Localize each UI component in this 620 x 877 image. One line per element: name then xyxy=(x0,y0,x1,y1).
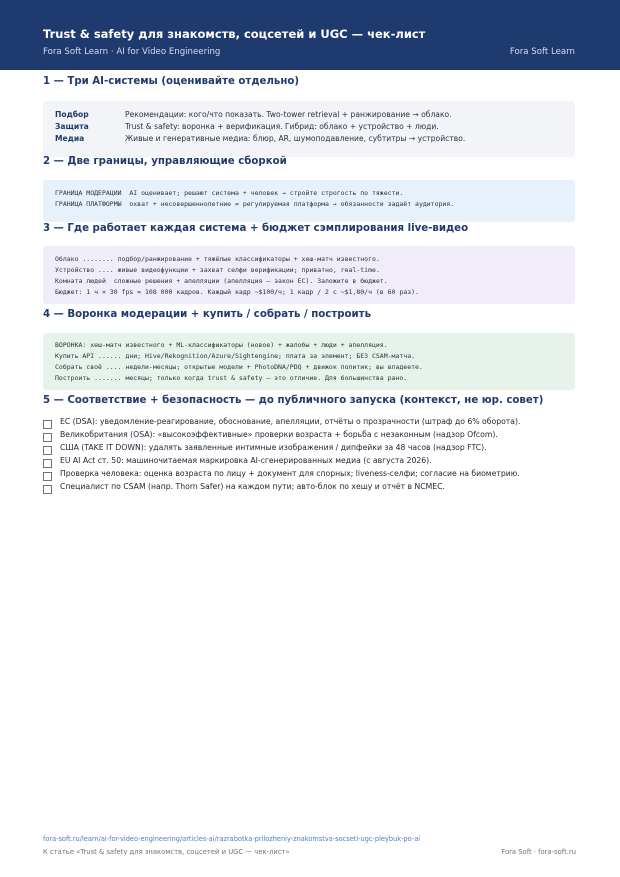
checklist-item[interactable] xyxy=(43,482,583,494)
budget-line: Бюджет: 1 ч × 30 fps = 108 000 кадров. Каждый кадр ~$100/ч; 1 кадр / 2 с ~$1,80/ч (в 60 раз). xyxy=(55,288,419,296)
checkbox[interactable] xyxy=(43,446,52,455)
page-title: Trust & safety для знакомств, соцсетей и UGC — чек-лист xyxy=(43,27,426,41)
placement-box xyxy=(43,246,575,304)
checklist-item[interactable] xyxy=(43,469,583,481)
checklist-item[interactable] xyxy=(43,417,583,429)
system-key: Защита xyxy=(55,122,89,131)
funnel-box xyxy=(43,333,575,390)
system-value: Живые и генеративные медиа: блюр, AR, шумоподавление, субтитры → устройство. xyxy=(125,134,466,143)
systems-box xyxy=(43,101,575,157)
checklist-item[interactable] xyxy=(43,443,583,455)
checkbox[interactable] xyxy=(43,433,52,442)
section-3-heading: 3 — Где работает каждая система + бюджет сэмплирования live-видео xyxy=(43,223,469,234)
placement-line: Облако ........ подбор/ранжирование + тяжёлые классификаторы + хеш-матч известного. xyxy=(55,255,380,263)
boundary-line: ГРАНИЦА ПЛАТФОРМЫ охват + несовершеннолетние = регулируемая платформа → обязанности задаёт аудитория. xyxy=(55,200,455,208)
system-value: Рекомендации: кого/что показать. Two-tower retrieval + ранжирование → облако. xyxy=(125,110,452,119)
boundary-line: ГРАНИЦА МОДЕРАЦИИ AI оценивает; решают система + человек → стройте строгость по тяжести. xyxy=(55,189,404,197)
section-2-heading: 2 — Две границы, управляющие сборкой xyxy=(43,156,287,167)
section-4-heading: 4 — Воронка модерации + купить / собрать / построить xyxy=(43,309,372,320)
checkbox[interactable] xyxy=(43,472,52,481)
page-header xyxy=(0,0,620,70)
placement-line: Комната людей сложные решения + апелляции (апелляция — закон ЕС). Заложите в бюджет. xyxy=(55,277,388,285)
section-1-heading: 1 — Три AI-системы (оценивайте отдельно) xyxy=(43,76,300,87)
section-5-heading: 5 — Соответствие + безопасность — до публичного запуска (контекст, не юр. совет) xyxy=(43,395,544,406)
checkbox[interactable] xyxy=(43,485,52,494)
placement-line: Устройство .... живые видеофункции + захват селфи верификации; приватно, real-time. xyxy=(55,266,380,274)
checklist-text: США (TAKE IT DOWN): удалять заявленные интимные изображения / дипфейки за 48 часов (надзор FTC). xyxy=(60,443,487,452)
checklist-text: Великобритания (OSA): «высокоэффективные» проверки возраста + борьба с незаконным (надзор Ofcom). xyxy=(60,430,498,439)
build-line: Построить ....... месяцы; только когда trust & safety — это отличие. Для большинства рано. xyxy=(55,374,408,382)
checklist-text: ЕС (DSA): уведомление-реагирование, обоснование, апелляции, отчёты о прозрачности (штраф до 6% оборота). xyxy=(60,417,521,426)
checklist-item[interactable] xyxy=(43,430,583,442)
boundaries-box xyxy=(43,180,575,222)
checklist-text: EU AI Act ст. 50: машиночитаемая маркировка AI-сгенерированных медиа (с августа 2026). xyxy=(60,456,432,465)
page-subtitle: Fora Soft Learn · AI for Video Engineering xyxy=(43,47,221,57)
buy-line: Купить API ...... дни; Hive/Rekognition/Azure/Sightengine; плата за элемент; БЕЗ CSAM-матча. xyxy=(55,352,416,360)
brand-label: Fora Soft Learn xyxy=(509,47,575,57)
system-value: Trust & safety: воронка + верификация. Гибрид: облако + устройство + люди. xyxy=(125,122,439,131)
checkbox[interactable] xyxy=(43,459,52,468)
assemble-line: Собрать своё .... недели-месяцы; открытые модели + PhotoDNA/PDQ + движок политик; вы владеете. xyxy=(55,363,423,371)
checklist-text: Специалист по CSAM (напр. Thorn Safer) на каждом пути; авто-блок по хешу и отчёт в NCMEC. xyxy=(60,482,445,491)
checklist-text: Проверка человека: оценка возраста по лицу + документ для спорных; liveness-селфи; согласие на биометрию. xyxy=(60,469,520,478)
article-link[interactable]: fora-soft.ru/learn/ai-for-video-engineering/articles-ai/razrabotka-prilozheniy-znakomstva-socseti-ugc-pleybuk-po-ai xyxy=(43,835,421,843)
footer-reference: К статье «Trust & safety для знакомств, соцсетей и UGC — чек-лист» xyxy=(43,848,290,856)
system-key: Медиа xyxy=(55,134,85,143)
checklist-item[interactable] xyxy=(43,456,583,468)
system-key: Подбор xyxy=(55,110,89,119)
footer-brand: Fora Soft · fora-soft.ru xyxy=(501,848,576,856)
funnel-line: ВОРОНКА: хеш-матч известного + ML-классификаторы (новое) + жалобы + люди + апелляция. xyxy=(55,341,388,349)
checkbox[interactable] xyxy=(43,420,52,429)
